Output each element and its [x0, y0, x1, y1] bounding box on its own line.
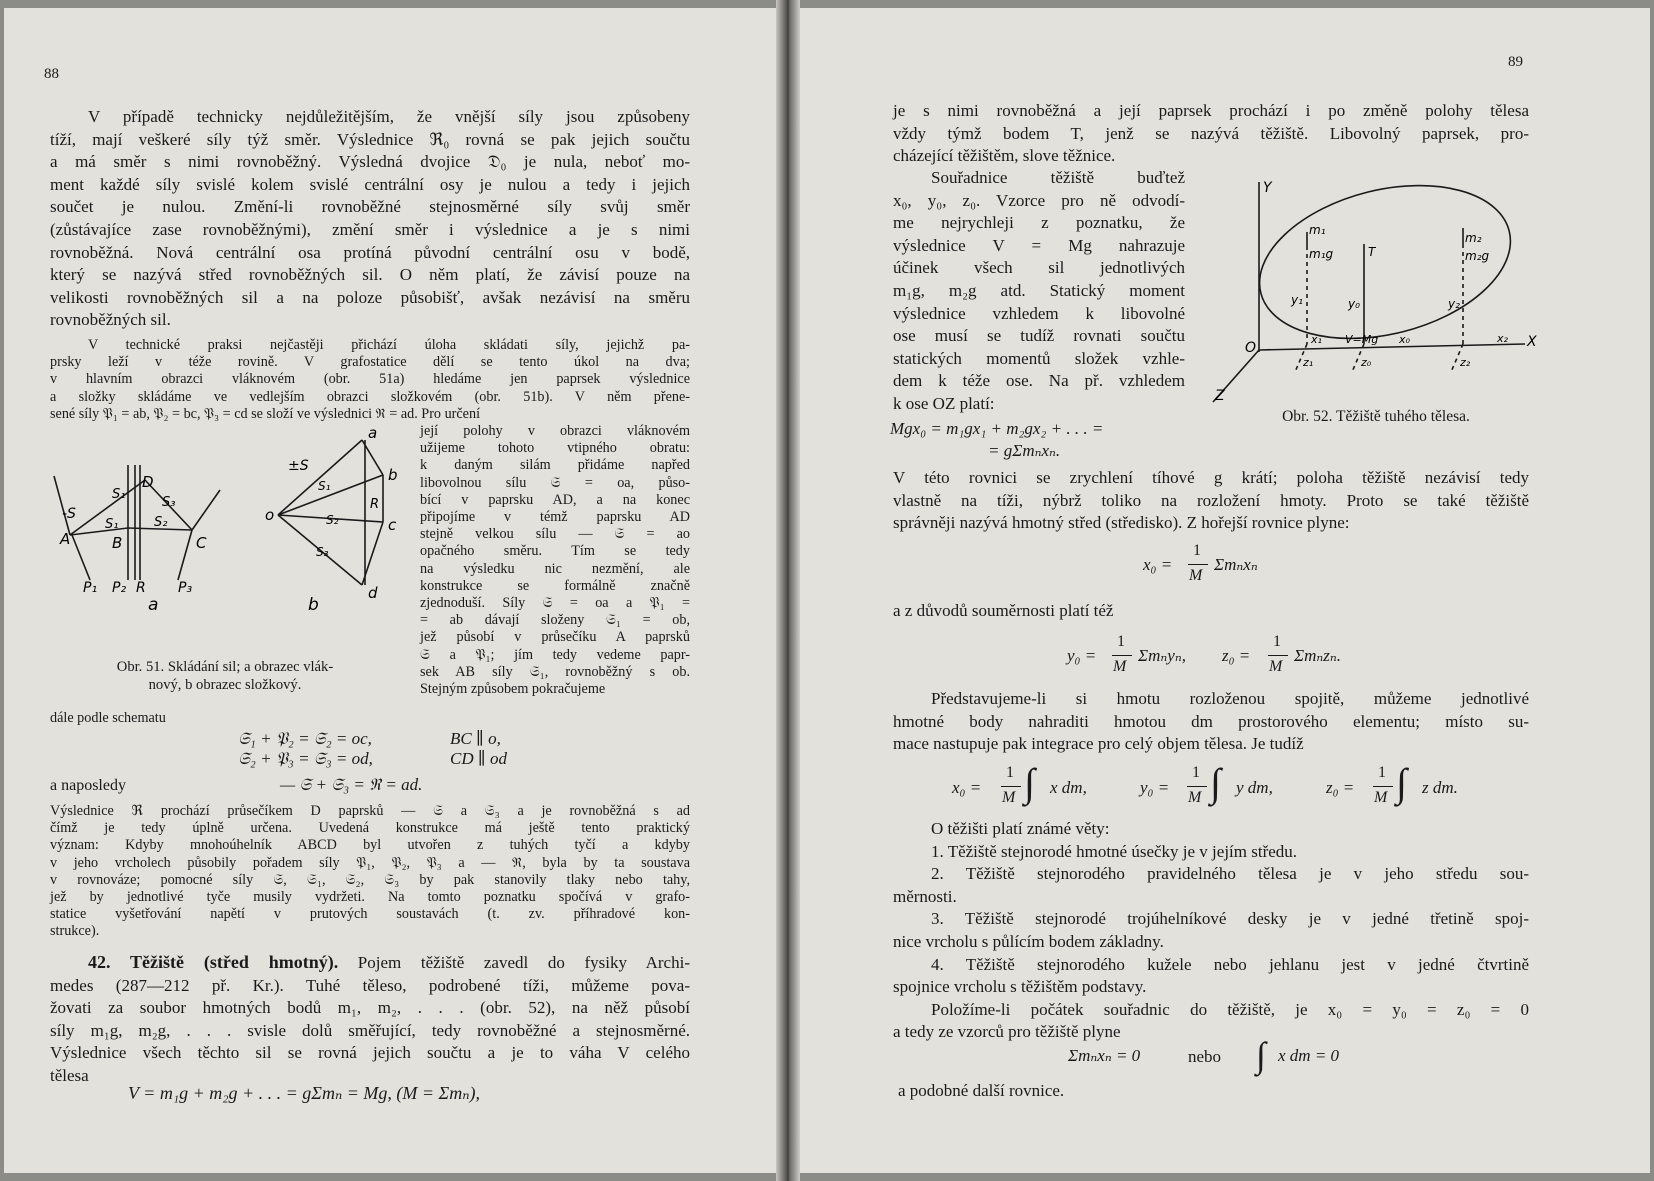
integral-y-body: y dm, [1236, 778, 1273, 797]
caption-line: nový, b obrazec složkový. [148, 677, 302, 693]
fig51-label-pm-s: ±S [288, 458, 309, 474]
text-naposledy: a naposledy [50, 777, 126, 794]
fig52-label-m2: m₂ [1465, 231, 1482, 245]
fig51-label-A: A [60, 530, 71, 548]
text-line: součet je nulou. Změní-li rovnoběžné stejnosměrné síly svůj směr [50, 197, 690, 217]
formula-x0-rhs: Σmₙxₙ [1214, 555, 1258, 574]
text-line: opačného směru. Tím se tedy [420, 543, 690, 560]
fraction-bar [1373, 786, 1393, 787]
text-line: 4. Těžiště stejnorodého kužele nebo jehlanu jest v jedné čtvrtině [931, 954, 1529, 974]
text-line: prsky leží v téže rovině. V grafostatice dělí se tento úkol na dva; [50, 354, 690, 371]
fig52-label-x0: x₀ [1399, 333, 1410, 346]
integral-y0-den: M [1188, 789, 1202, 806]
text-line: a má směr s nimi rovnoběžný. Výsledná dvojice 𝔇₀ je nula, neboť mo- [50, 152, 690, 172]
fig51-label-s3-b: S₃ [316, 545, 329, 559]
paragraph-construction-column [420, 423, 690, 698]
fraction-bar [1001, 786, 1021, 787]
text-line: 1. Těžiště stejnorodé hmotné úsečky je v jejím středu. [931, 841, 1298, 861]
text-line: medes (287—212 př. Kr.). Tuhé těleso, podrobené tíži, můžeme pova- [50, 975, 690, 995]
text-line: m₁g, m₂g atd. Statický moment [893, 280, 1185, 300]
fig51-label-pa: a [368, 424, 378, 442]
text-line: Souřadnice těžiště buďtež [931, 168, 1185, 187]
fig52-label-V: V=Mg [1345, 333, 1379, 346]
text-line: rovnoběžných sil. [50, 310, 171, 330]
text-nebo: nebo [1188, 1047, 1222, 1066]
fig51-label-pc: c [388, 516, 397, 534]
integral-z0-num: 1 [1378, 764, 1386, 781]
text-line: rovnoběžná. Nová centrální osa protíná původní centrální osu v bodě, [50, 242, 690, 262]
text-line: V případě technicky nejdůležitějším, že vnější síly jsou způsobeny [88, 107, 690, 126]
integral-x0-lhs: x₀ = [952, 778, 982, 797]
fig51-label-P3: P₃ [178, 580, 193, 596]
fig52-label-m1: m₁ [1309, 223, 1326, 237]
figure-52-caption: Obr. 52. Těžiště tuhého tělesa. [1282, 408, 1470, 425]
paragraph-continuous [893, 688, 1529, 756]
text-line: její polohy v obrazci vláknovém [420, 423, 690, 439]
fig51-label-pd: d [368, 584, 378, 602]
text-line: Výslednice všech těchto sil se rovná jejich součtu a je to váha V celého [50, 1043, 690, 1063]
text-line: je s nimi rovnoběžná a její paprsek prochází i po změně polohy tělesa [893, 101, 1529, 120]
text-line: sek AB síly 𝔖₁, rovnoběžný s ob. [420, 663, 690, 680]
text-line: (zůstávajíce zase rovnoběžnými), změní směr i výslednice a je s nimi [50, 219, 690, 239]
fig51-label-pb: b [388, 466, 398, 484]
formula-y0-lhs: y₀ = [1067, 646, 1097, 665]
paragraph-graphostatics [50, 337, 690, 423]
text-line: Stejným způsobem pokračujeme [420, 681, 606, 698]
text-line: nice vrcholu s půlícím bodem základny. [893, 931, 1164, 951]
fig51-label-R: R [136, 580, 146, 596]
fig52-label-z1: z₁ [1303, 356, 1314, 369]
text-line: = ab dávají složeny 𝔖₁ = ob, [420, 612, 690, 629]
fig51-label-S3: S₃ [162, 495, 176, 510]
fig51-label-P2: P₂ [112, 580, 127, 596]
text-line: strukce). [50, 923, 100, 940]
text-line: význam: Kdyby mnohoúhelník ABCD byl utvořen z tuhých tyčí a kdyby [50, 837, 690, 854]
text-line: O těžišti platí známé věty: [931, 819, 1110, 838]
text-line: v hlavním obrazci vláknovém (obr. 51a) hledáme jen paprsek výslednice [50, 371, 690, 388]
text-line: 2. Těžiště stejnorodého pravidelného tělesa je v jeho středu sou- [931, 864, 1529, 884]
page-number-left: 88 [44, 66, 59, 82]
fig52-label-z2: z₂ [1460, 356, 1471, 369]
formula-z0-rhs: Σmₙzₙ. [1294, 646, 1342, 665]
text-line: V této rovnici se zrychlení tíhové g krátí; poloha těžiště nezávisí tedy [893, 468, 1529, 487]
integral-sign-icon: ∫ [1024, 760, 1035, 805]
text-line: žovati za soubor hmotných bodů m₁, m₂, . . . (obr. 52), na něž působí [50, 998, 690, 1018]
equation-s2-p3: 𝔖₂ + 𝔓₃ = 𝔖₃ = od, [238, 749, 373, 768]
text-line: který se nazývá střed rovnoběžných sil. O něm platí, že závisí pouze na [50, 265, 690, 285]
fig51-label-a: a [148, 595, 159, 615]
integral-x-body: x dm, [1050, 778, 1087, 797]
text-line: jež by jednotlivé tyče musily vydržeti. Na tomto poznatku spočívá v grafo- [50, 889, 690, 906]
text-line: tělesa [50, 1065, 89, 1085]
text-symmetry: a z důvodů souměrnosti platí též [893, 601, 1114, 620]
text-line: 𝔖 a 𝔓₁; jím tedy vedeme papr- [420, 646, 690, 663]
paragraph-resultant-note [50, 803, 690, 941]
text-line: Představujeme-li si hmotu rozloženou spojitě, můžeme jednotlivé [931, 689, 1529, 708]
formula-y0-rhs: Σmₙyₙ, [1138, 646, 1186, 665]
text-line: správněji nazývá hmotný střed (středisko). Z hořejší rovnice plyne: [893, 513, 1350, 533]
formula-y0-den: M [1113, 658, 1127, 675]
fig52-label-Y: Y [1263, 180, 1272, 196]
formula-x0-den: M [1189, 567, 1203, 584]
text-dale: dále podle schematu [50, 710, 166, 726]
integral-z0-den: M [1374, 789, 1388, 806]
final-integral-equation: x dm = 0 [1278, 1046, 1340, 1065]
text-line: jež působí v průsečíku A paprsků [420, 629, 690, 646]
text-line: 3. Těžiště stejnorodé trojúhelníkové desky je v jedné třetině spoj- [931, 909, 1529, 929]
fig52-label-O: O [1245, 340, 1257, 356]
text-line: 42. Těžiště (střed hmotný). Pojem těžiště zavedl do fysiky Archi- [88, 952, 690, 972]
paragraph-parallel-forces [50, 106, 690, 332]
text-line: statice vyšetřování napětí v prutových soustavách (t. zv. příhradové kon- [50, 906, 690, 923]
equation-cd: CD ∥ od [450, 749, 507, 768]
text-line: Výslednice ℜ prochází průsečíkem D paprsků — 𝔖 a 𝔖₃ a je rovnoběžná s ad [50, 803, 690, 819]
formula-z0-lhs: z₀ = [1222, 646, 1251, 665]
fig51-label-s1-b: S₁ [318, 479, 331, 493]
text-line: konstrukce se formálně značně [420, 577, 690, 594]
page-number-right: 89 [1508, 54, 1523, 70]
integral-z-body: z dm. [1422, 778, 1458, 797]
text-line: připojíme v témž paprsku AD [420, 509, 690, 526]
text-line: velikosti rovnoběžných sil a na poloze působišť, avšak nezávisí na směru [50, 287, 690, 307]
fig52-label-X: X [1527, 334, 1537, 350]
text-line: v jeho vrcholech působily pořadem síly 𝔓₁, 𝔓₂, 𝔓₃ a — ℜ, byla by ta soustava [50, 854, 690, 871]
text-line: k ose OZ platí: [893, 393, 995, 413]
text-line: stejně velkou sílu — 𝔖 = ao [420, 526, 690, 543]
fig52-label-z0: z₀ [1361, 356, 1372, 369]
text-line: dem k téže ose. Na př. vzhledem [893, 371, 1185, 391]
integral-y0-lhs: y₀ = [1140, 778, 1170, 797]
paragraph-centroid-definition [893, 100, 1529, 168]
section-42-center-of-mass [50, 951, 690, 1088]
fig51-label-o: o [265, 506, 275, 524]
paragraph-mass-center [893, 467, 1529, 535]
fig52-label-T: T [1368, 245, 1376, 259]
text-line: mace nastupuje pak integrace pro celý objem tělesa. Je tudíž [893, 734, 1304, 754]
fraction-bar [1268, 655, 1288, 656]
fig51-label-P1: P₁ [83, 580, 98, 596]
text-line: hmotné body nahraditi hmotou dm prostorového elementu; místo su- [893, 711, 1529, 731]
paragraph-coordinates [893, 167, 1185, 416]
text-line: ose musí se tudíž rovnati součtu [893, 326, 1185, 346]
equation-s1-p2: 𝔖₁ + 𝔓₂ = 𝔖₂ = oc, [238, 729, 372, 748]
list-theorems [893, 818, 1529, 1044]
integral-sign-icon: ∫ [1256, 1035, 1266, 1075]
fig52-label-x1: x₁ [1311, 333, 1322, 346]
final-sum-equation: Σmₙxₙ = 0 [1068, 1046, 1141, 1065]
equation-weight: V = m₁g + m₂g + . . . = gΣmₙ = Mg, (M = Σmₙ), [128, 1083, 481, 1103]
text-line: užijeme tohoto vtipného obratu: [420, 440, 690, 457]
integral-z0-lhs: z₀ = [1326, 778, 1355, 797]
fraction-bar [1112, 655, 1132, 656]
fig52-label-m2g: m₂g [1465, 249, 1490, 263]
formula-x0-lhs: x₀ = [1143, 555, 1173, 574]
equation-resultant: — 𝔖 + 𝔖₃ = ℜ = ad. [280, 775, 423, 794]
text-line: účinek všech sil jednotlivých [893, 258, 1185, 278]
text-line: na výsledku nic nezmění, ale [420, 560, 690, 577]
integral-y0-num: 1 [1192, 764, 1200, 781]
integral-x0-num: 1 [1006, 764, 1014, 781]
equation-moment-b: = gΣmₙxₙ. [988, 441, 1061, 460]
formula-y0-num: 1 [1117, 633, 1125, 650]
text-line: x₀, y₀, z₀. Vzorce pro ně odvodí- [893, 190, 1185, 210]
fig51-label-minus-s: -S [62, 506, 76, 522]
fig51-label-B: B [112, 534, 123, 552]
section-heading: 42. Těžiště (střed hmotný). [88, 952, 339, 972]
text-line: V technické praksi nejčastěji přichází úloha skládati síly, jejichž pa- [88, 337, 690, 353]
text-line: síly m₁g, m₂g, . . . svisle dolů směřující, tedy rovnoběžné a stejnosměrné. [50, 1020, 690, 1040]
fig51-label-S1b: S₁ [105, 517, 119, 532]
equation-bc: BC ∥ o, [450, 729, 501, 748]
text-line: a složky skládáme ve vedlejším obrazci složkovém (obr. 51b). V něm přene- [50, 388, 690, 405]
fig51-label-S1: S₁ [112, 487, 126, 502]
text-line: statických momentů složek vzhle- [893, 348, 1185, 368]
text-line: vlastně na tíži, nýbrž toliko na rozložení hmoty. Proto se také těžiště [893, 490, 1529, 510]
fig51-label-r-b: R [370, 497, 380, 512]
text-line: bící v paprsku AD, a na konec [420, 491, 690, 508]
fig52-label-y1: y₁ [1291, 293, 1303, 307]
fraction-bar [1187, 786, 1207, 787]
text-line: me nejrychleji z poznatku, že [893, 213, 1185, 233]
text-line: ment každé síly svislé kolem svislé centrální osy je nulou a tedy i jejich [50, 174, 690, 194]
text-line: k daným silám přidáme napřed [420, 457, 690, 474]
text-line: výslednice vzhledem k libovolné [893, 303, 1185, 323]
text-line: zjednoduší. Síly 𝔖 = oa a 𝔓₁ = [420, 595, 690, 612]
integral-x0-den: M [1002, 789, 1016, 806]
book-gutter [776, 0, 800, 1181]
text-line: libovolnou sílu 𝔖 = oa, půso- [420, 474, 690, 491]
text-line: v rovnováze; pomocné síly 𝔖, 𝔖₁, 𝔖₂, 𝔖₃ by pak stanovily tlaky nebo tahy, [50, 871, 690, 888]
text-line: sené síly 𝔓₁ = ab, 𝔓₂ = bc, 𝔓₃ = cd se složí ve výslednici ℜ = ad. Pro určení [50, 405, 481, 422]
integral-sign-icon: ∫ [1396, 760, 1407, 805]
fig51-label-b: b [308, 595, 319, 615]
fig51-label-C: C [196, 534, 207, 552]
text-line: výslednice V = Mg nahrazuje [893, 235, 1185, 255]
fig52-label-Z: Z [1215, 388, 1225, 404]
fig52-label-m1g: m₁g [1309, 247, 1334, 261]
text-line: Položíme-li počátek souřadnic do těžiště, je x₀ = y₀ = z₀ = 0 [931, 999, 1529, 1019]
figure-51-caption [55, 658, 395, 694]
fig51-label-S2: S₂ [154, 515, 168, 530]
equation-moment-a: Mgx₀ = m₁gx₁ + m₂gx₂ + . . . = [890, 419, 1104, 438]
text-line: cházející těžištěm, slove těžnice. [893, 146, 1116, 166]
text-line: tíží, mají veškeré síly týž směr. Výslednice ℜ₀ rovná se pak jejich součtu [50, 129, 690, 149]
formula-x0-num: 1 [1193, 542, 1201, 559]
text-line: vždy týmž bodem T, jenž se nazývá těžiště. Libovolný paprsek, pro- [893, 123, 1529, 143]
text-line: čímž je tedy úplně určena. Uvedená konstrukce má ještě tento praktický [50, 820, 690, 837]
text-line: měrnosti. [893, 886, 957, 906]
text-similar-equations: a podobné další rovnice. [898, 1081, 1065, 1100]
text-line: spojnice vrcholu s těžištěm podstavy. [893, 977, 1147, 997]
formula-z0-num: 1 [1273, 633, 1281, 650]
caption-line: Obr. 51. Skládání sil; a obrazec vlák- [116, 659, 334, 675]
fraction-bar [1188, 564, 1208, 565]
figure-52-rigid-body [1205, 172, 1545, 407]
fig52-label-y0: y₀ [1348, 297, 1360, 311]
fig51-label-D: D [142, 473, 154, 491]
fig52-label-x2: x₂ [1497, 332, 1508, 345]
formula-z0-den: M [1269, 658, 1283, 675]
fig52-label-y2: y₂ [1448, 297, 1460, 311]
figure-51-force-polygon [50, 424, 410, 640]
text-line: a tedy ze vzorců pro těžiště plyne [893, 1022, 1121, 1042]
fig51-label-s2-b: S₂ [326, 513, 339, 527]
integral-sign-icon: ∫ [1210, 760, 1221, 805]
